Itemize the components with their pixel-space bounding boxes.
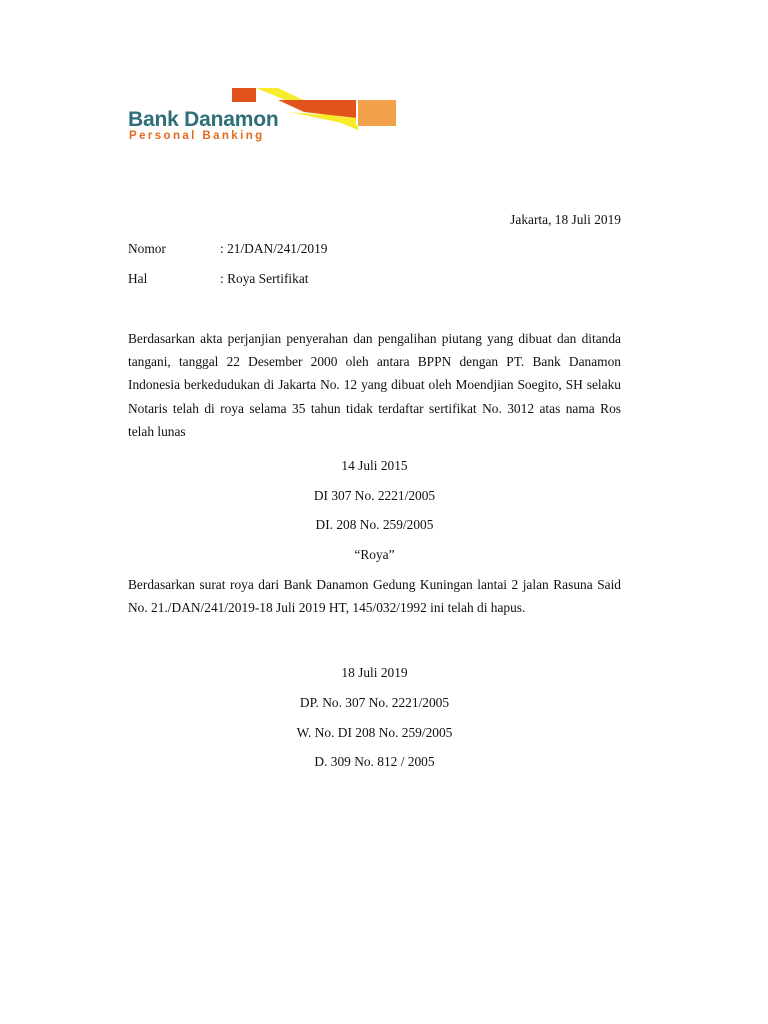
block1-line-roya: “Roya” [354,547,395,562]
hal-label: Hal [128,271,148,286]
nomor-label: Nomor [128,241,166,256]
bank-logo [128,86,398,146]
paragraph-2: Berdasarkan surat roya dari Bank Danamon Gedung Kuningan lantai 2 jalan Rasuna Said No. 21./DAN/241/2019-18 Juli 2019 HT, 145/032/1992 ini telah di hapus. [128,577,621,616]
brand-subtitle: Personal Banking [129,130,265,142]
block1-line-date: 14 Juli 2015 [341,458,408,473]
block1-line-di208: DI. 208 No. 259/2005 [315,517,434,532]
letter-date: Jakarta, 18 Juli 2019 [510,212,621,227]
block2-line-date: 18 Juli 2019 [341,665,408,680]
logo-stripe-light-orange [358,100,396,126]
paragraph-1: Berdasarkan akta perjanjian penyerahan dan pengalihan piutang yang dibuat dan ditanda tangani, tanggal 22 Desember 2000 oleh antara BPPN dengan PT. Bank Danamon Indonesia berkedudukan di Jakarta No. 12 yang dibuat oleh Moendjian Soegito, SH selaku Notaris telah di roya selama 35 tahun tidak terdaftar sertifikat No. 3012 atas nama Ros telah lunas [128,331,621,439]
block2-line-d309: D. 309 No. 812 / 2005 [314,754,435,769]
block2-line-w-di208: W. No. DI 208 No. 259/2005 [296,725,453,740]
block1-line-di307: DI 307 No. 2221/2005 [313,488,436,503]
block2-line-dp307: DP. No. 307 No. 2221/2005 [299,695,450,710]
brand-name: Bank Danamon [128,108,279,131]
logo-stripe-dark-orange [232,88,256,102]
nomor-value: : 21/DAN/241/2019 [220,241,328,256]
hal-value: : Roya Sertifikat [220,271,309,286]
